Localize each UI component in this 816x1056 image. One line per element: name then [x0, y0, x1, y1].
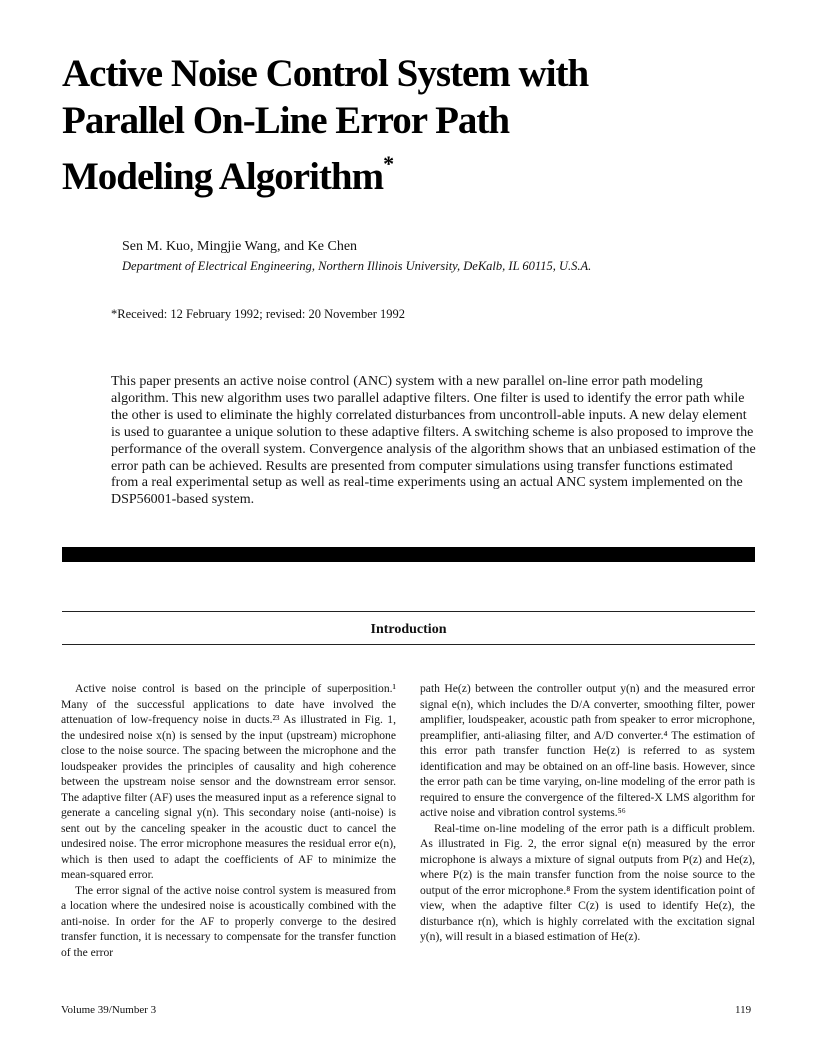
body-column-left — [61, 681, 396, 960]
received-note: *Received: 12 February 1992; revised: 20 November 1992 — [111, 307, 406, 321]
title-footnote-mark: * — [383, 151, 394, 176]
body-paragraph: The error signal of the active noise control system is measured from a location where the undesired noise is acoustically combined with the anti-noise. In order for the AF to properly converge to the desired transfer function, it is necessary to compensate for the transfer function of the error — [61, 883, 396, 959]
section-rule-bottom — [62, 644, 755, 645]
decorative-black-bar — [62, 547, 755, 562]
body-paragraph: Real-time on-line modeling of the error path is a difficult problem. As illustrated in Fig. 2, the error signal e(n) measured by the error microphone is always a mixture of signal outputs from P(z) and He(z), where P(z) is the main transfer function from the noise source to the output of the error microphone.⁸ From the system identification point of view, when the adaptive filter C(z) is used to identify He(z), the disturbance r(n), which is highly correlated with the excitation signal y(n), will result in a biased estimation of He(z). — [420, 821, 755, 943]
title-line-2: Parallel On-Line Error Path — [62, 99, 510, 142]
journal-volume: Volume 39/Number 3 — [61, 1004, 157, 1016]
section-heading-introduction: Introduction — [370, 622, 447, 637]
page-number: 119 — [735, 1004, 752, 1016]
body-column-right — [420, 681, 755, 945]
title-line-1: Active Noise Control System with — [62, 52, 589, 95]
title-line-3: Modeling Algorithm — [62, 155, 384, 198]
author-list: Sen M. Kuo, Mingjie Wang, and Ke Chen — [122, 239, 358, 254]
paper-title — [62, 50, 762, 200]
body-paragraph: path He(z) between the controller output y(n) and the measured error signal e(n), which includes the D/A converter, smoothing filter, power amplifier, loudspeaker, acoustic path from speaker to error microphone, preamplifier, anti-aliasing filter, and A/D converter.⁴ The estimation of this error path transfer function He(z) is referred to as system identification and may be obtained on an off-line basis. However, since the error path can be time varying, on-line modeling of the error path is required to ensure the convergence of the filtered-X LMS algorithm for active noise and vibration control systems.⁵⁶ — [420, 682, 755, 819]
abstract: This paper presents an active noise control (ANC) system with a new parallel on-line error path modeling algorithm. This new algorithm uses two parallel adaptive filters. One filter is used to identify the error path while the other is used to eliminate the highly correlated disturbances from uncontroll-able inputs. A new delay element is used to guarantee a unique solution to these adaptive filters. A switching scheme is also proposed to improve the performance of the overall system. Convergence analysis of the algorithm shows that an unbiased estimation of the error path can be achieved. Results are presented from computer simulations using transfer functions estimated from a real experimental setup as well as real-time experiments using an actual ANC system implemented on the DSP56001-based system. — [111, 374, 756, 508]
author-affiliation: Department of Electrical Engineering, Northern Illinois University, DeKalb, IL 60115, U.S.A. — [122, 259, 592, 273]
body-paragraph: Active noise control is based on the principle of superposition.¹ Many of the successful applications to date have involved the attenuation of low-frequency noise in ducts.²³ As illustrated in Fig. 1, the undesired noise x(n) is sensed by the input (upstream) microphone close to the noise source. The spacing between the microphone and the loudspeaker provides the principles of causality and high coherence between the upstream noise sensor and the downstream error sensor. The adaptive filter (AF) uses the measured input as a reference signal to generate a canceling signal y(n). This secondary noise (anti-noise) is sent out by the canceling speaker in the acoustic duct to cancel the undesired noise. The error microphone measures the residual error e(n), which is then used to adapt the coefficients of AF to minimize the mean-squared error. — [61, 682, 396, 881]
section-rule-top — [62, 611, 755, 612]
